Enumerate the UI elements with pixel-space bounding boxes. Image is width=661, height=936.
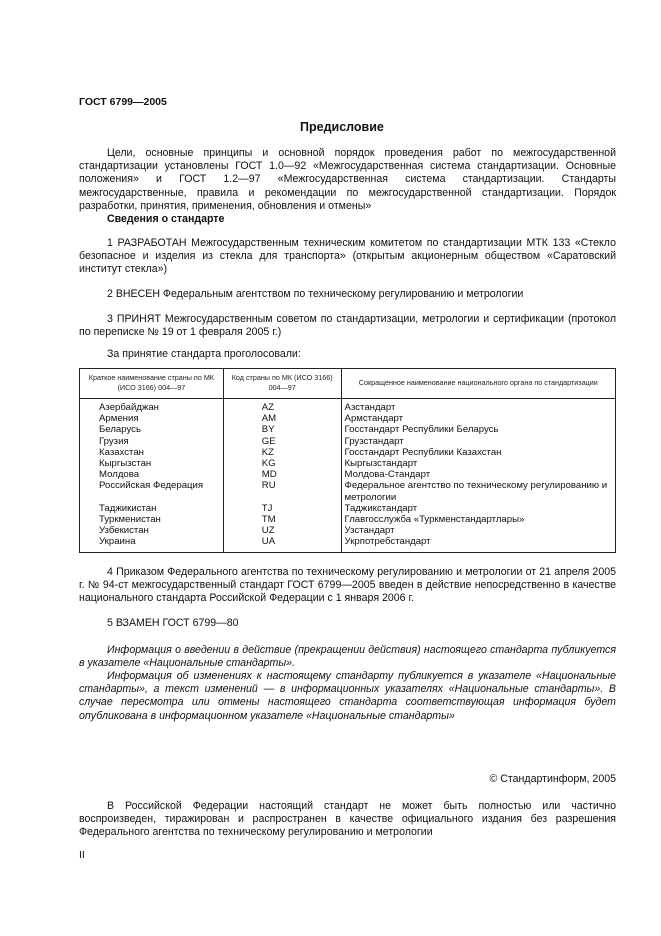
info-item-2: 2 ВНЕСЕН Федеральным агентством по техническому регулированию и метрологии	[107, 288, 524, 300]
info-item-1: 1 РАЗРАБОТАН Межгосударственным техническим комитетом по стандартизации МТК 133 «Стекло безопасное и изделия из стекла для транспорта» (открытым акционерным обществом «Саратовский институт стекла»)	[79, 237, 616, 276]
country-cell: Узбекистан	[80, 525, 224, 536]
code-cell: RU	[223, 480, 341, 502]
body-cell: Укрпотребстандарт	[344, 536, 431, 548]
table-header-country: Краткое наименование страны по МК (ИСО 3166) 004—97	[80, 369, 224, 399]
country-cell: Молдова	[80, 469, 224, 480]
country-cell: Украина	[80, 536, 224, 552]
body-cell: Азстандарт	[344, 402, 396, 413]
notice-changes: Информация об изменениях к настоящему стандарту публикуется в указателе «Национальные стандарты», а текст изменений — в информационных указателях «Национальные стандарты». В случае пересмотра или отмены настоящего стандарта соответствующая информация будет опубликована в информационном указателе «Национальные стандарты»	[79, 670, 616, 722]
code-cell: UA	[223, 536, 341, 552]
table-row	[80, 458, 616, 469]
code-cell: UZ	[223, 525, 341, 536]
info-item-3: 3 ПРИНЯТ Межгосударственным советом по стандартизации, метрологии и сертификации (протокол по переписке № 19 от 1 февраля 2005 г.)	[79, 313, 616, 339]
table-row	[80, 536, 616, 552]
code-cell: TM	[223, 514, 341, 525]
code-cell: TJ	[223, 503, 341, 514]
notice-intro: Информация о введении в действие (прекращении действия) настоящего стандарта публикуется в указателе «Национальные стандарты».	[79, 644, 616, 670]
doc-code-header: ГОСТ 6799—2005	[79, 96, 167, 108]
body-cell: Федеральное агентство по техническому регулированию и метрологии	[344, 480, 608, 503]
country-cell: Туркменистан	[80, 514, 224, 525]
voted-caption: За принятие стандарта проголосовали:	[107, 348, 301, 360]
country-cell: Российская Федерация	[80, 480, 224, 502]
body-cell: Главгосслужба «Туркменстандартлары»	[344, 514, 525, 526]
code-cell: KG	[223, 458, 341, 469]
table-row	[80, 514, 616, 525]
code-cell: AM	[223, 413, 341, 424]
body-cell: Узстандарт	[344, 525, 395, 537]
body-cell: Таджикстандарт	[344, 502, 418, 514]
country-cell: Беларусь	[80, 424, 224, 435]
code-cell: AZ	[223, 399, 341, 414]
info-item-4: 4 Приказом Федерального агентства по техническому регулированию и метрологии от 21 апреля 2005 г. № 94-ст межгосударственный стандарт ГОСТ 6799—2005 введен в действие непосредственно в качестве национального стандарта Российской Федерации с 1 января 2006 г.	[79, 566, 616, 605]
table-row	[80, 413, 616, 424]
body-cell: Молдова-Стандарт	[344, 469, 431, 481]
country-cell: Кыргызстан	[80, 458, 224, 469]
code-cell: BY	[223, 424, 341, 435]
info-item-5: 5 ВЗАМЕН ГОСТ 6799—80	[107, 617, 239, 629]
body-cell: Госстандарт Республики Беларусь	[344, 424, 499, 436]
info-heading: Сведения о стандарте	[107, 213, 225, 225]
country-cell: Казахстан	[80, 447, 224, 458]
country-cell: Азербайджан	[80, 399, 224, 414]
preface-intro: Цели, основные принципы и основной порядок проведения работ по межгосударственной стандартизации установлены ГОСТ 1.0—92 «Межгосударственная система стандартизации. Основные положения» и ГОСТ 1.2—97 «Межгосударственная система стандартизации. Стандарты межгосударственные, правила и рекомендации по межгосударственной стандартизации. Порядок разработки, принятия, применения, обновления и отмены»	[79, 147, 616, 212]
body-cell: Армстандарт	[344, 413, 404, 425]
body-cell: Госстандарт Республики Казахстан	[344, 446, 502, 458]
rights-notice: В Российской Федерации настоящий стандарт не может быть полностью или частично воспроизведен, тиражирован и распространен в качестве официального издания без разрешения Федерального агентства по техническому регулированию и метрологии	[79, 800, 616, 839]
code-cell: KZ	[223, 447, 341, 458]
country-cell: Армения	[80, 413, 224, 424]
page-number: II	[79, 849, 85, 861]
table-row	[80, 436, 616, 447]
country-cell: Таджикистан	[80, 503, 224, 514]
voting-table	[79, 368, 616, 553]
table-header-code: Код страны по МК (ИСО 3166) 004—97	[223, 369, 341, 399]
country-cell: Грузия	[80, 436, 224, 447]
body-cell: Грузстандарт	[344, 435, 404, 447]
body-cell: Кыргызстандарт	[344, 458, 418, 470]
table-row	[80, 525, 616, 536]
table-header-body: Сокращенное наименование национального органа по стандартизации	[341, 369, 615, 399]
copyright: © Стандартинформ, 2005	[489, 773, 616, 785]
table-row	[80, 399, 616, 414]
code-cell: GE	[223, 436, 341, 447]
table-row	[80, 469, 616, 480]
table-row	[80, 480, 616, 502]
table-row	[80, 424, 616, 435]
table-row	[80, 503, 616, 514]
code-cell: MD	[223, 469, 341, 480]
table-row	[80, 447, 616, 458]
table-header-row	[80, 369, 616, 399]
preface-title: Предисловие	[300, 120, 384, 134]
